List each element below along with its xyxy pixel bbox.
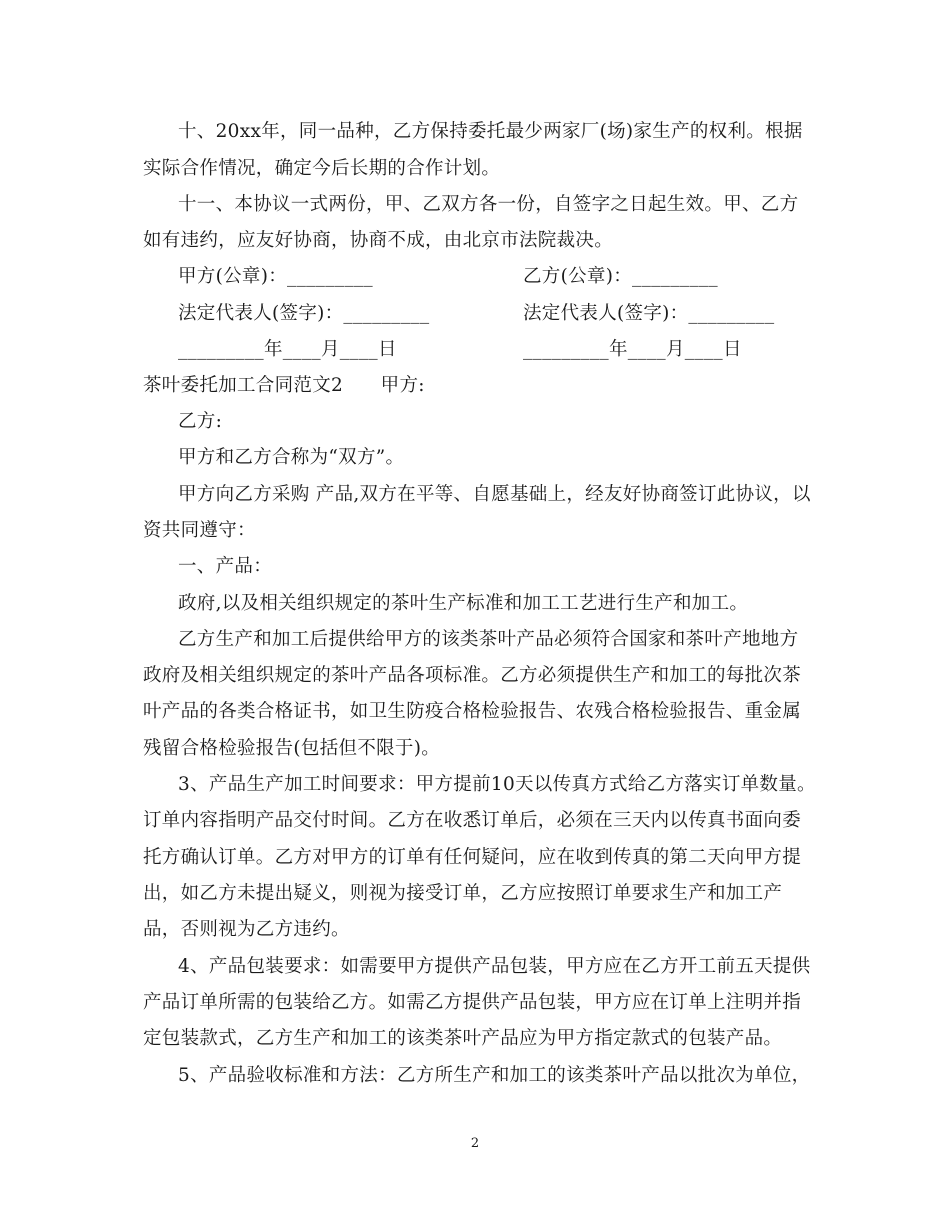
paragraph-line: 一、产品： <box>178 556 273 577</box>
paragraph-line: 乙方生产和加工后提供给甲方的该类茶叶产品必须符合国家和茶叶产地地方 <box>178 629 799 650</box>
party-a-date-field: _________年____月____日 <box>178 339 397 360</box>
paragraph-line: 资共同遵守： <box>143 520 256 541</box>
paragraph-line: 产品订单所需的包装给乙方。如需乙方提供产品包装，甲方应在订单上注明并指 <box>143 992 802 1013</box>
party-a-representative-field: 法定代表人(签字)：_________ <box>178 303 430 324</box>
paragraph-line: 十一、本协议一式两份，甲、乙双方各一份，自签字之日起生效。甲、乙方 <box>178 194 799 215</box>
paragraph-line: 乙方: <box>178 411 223 432</box>
section-title: 茶叶委托加工合同范文2 甲方: <box>143 375 425 396</box>
paragraph-line: 订单内容指明产品交付时间。乙方在收悉订单后，必须在三天内以传真书面向委 <box>143 810 802 831</box>
paragraph-line: 品，否则视为乙方违约。 <box>143 919 350 940</box>
paragraph-line: 政府及相关组织规定的茶叶产品各项标准。乙方必须提供生产和加工的每批次茶 <box>143 665 802 686</box>
paragraph-line: 5、产品验收标准和方法：乙方所生产和加工的该类茶叶产品以批次为单位， <box>178 1065 811 1086</box>
paragraph-line: 政府,以及相关组织规定的茶叶生产标准和加工工艺进行生产和加工。 <box>178 593 749 614</box>
paragraph-line: 残留合格检验报告(包括但不限于)。 <box>143 738 441 759</box>
paragraph-line: 4、产品包装要求：如需要甲方提供产品包装，甲方应在乙方开工前五天提供 <box>178 956 811 977</box>
party-b-seal-field: 乙方(公章)：_________ <box>523 266 718 287</box>
paragraph-line: 实际合作情况，确定今后长期的合作计划。 <box>143 158 501 179</box>
party-b-date-field: _________年____月____日 <box>523 339 742 360</box>
party-b-representative-field: 法定代表人(签字)：_________ <box>523 303 775 324</box>
party-a-seal-field: 甲方(公章)：_________ <box>178 266 373 287</box>
paragraph-line: 甲方向乙方采购 产品,双方在平等、自愿基础上，经友好协商签订此协议，以 <box>178 484 811 505</box>
paragraph-line: 托方确认订单。乙方对甲方的订单有任何疑问，应在收到传真的第二天向甲方提 <box>143 847 802 868</box>
page-number: 2 <box>470 1136 480 1151</box>
paragraph-line: 十、20xx年，同一品种，乙方保持委托最少两家厂(场)家生产的权利。根据 <box>178 121 803 142</box>
paragraph-line: 如有违约，应友好协商，协商不成，由北京市法院裁决。 <box>143 230 614 251</box>
paragraph-line: 出，如乙方未提出疑义，则视为接受订单，乙方应按照订单要求生产和加工产 <box>143 883 783 904</box>
paragraph-line: 叶产品的各类合格证书，如卫生防疫合格检验报告、农残合格检验报告、重金属 <box>143 701 802 722</box>
paragraph-line: 3、产品生产加工时间要求：甲方提前10天以传真方式给乙方落实订单数量。 <box>178 774 816 795</box>
paragraph-line: 甲方和乙方合称为“双方”。 <box>178 447 405 468</box>
paragraph-line: 定包装款式，乙方生产和加工的该类茶叶产品应为甲方指定款式的包装产品。 <box>143 1028 783 1049</box>
